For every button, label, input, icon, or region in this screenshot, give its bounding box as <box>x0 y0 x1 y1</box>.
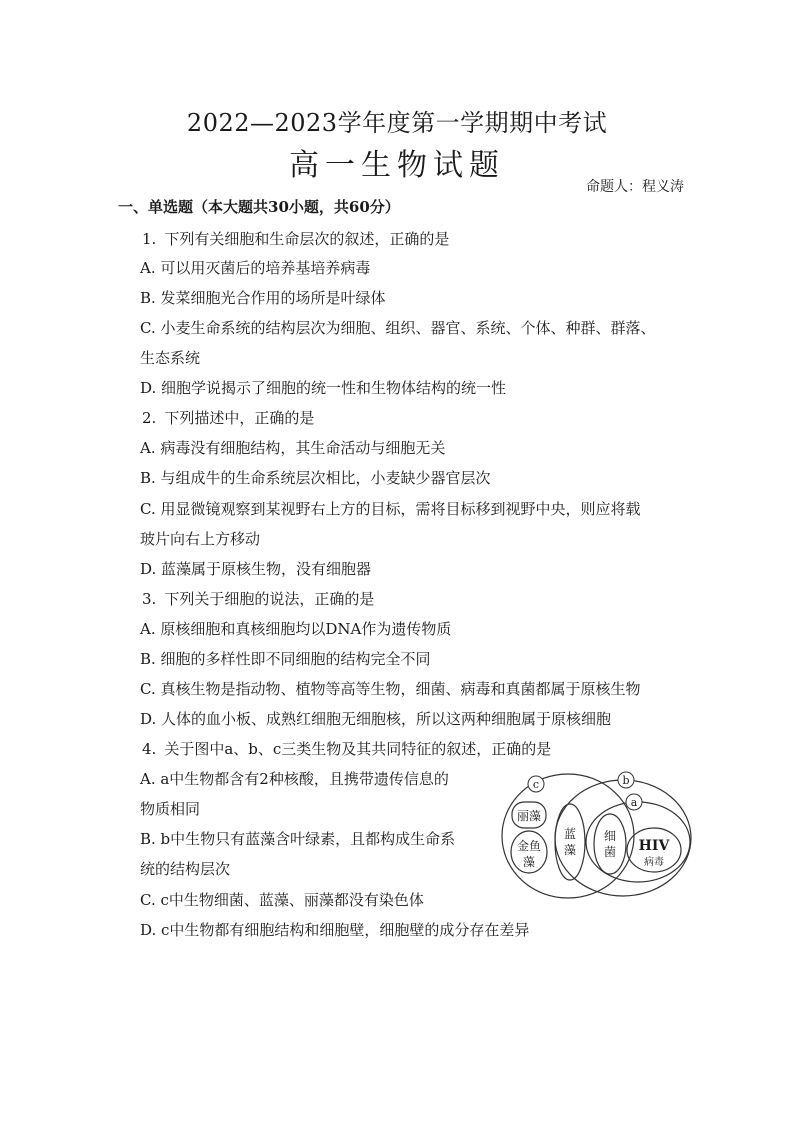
q4-option-c: C. c中生物细菌、蓝藻、丽藻都没有染色体 <box>140 891 424 909</box>
q1-option-b: B. 发菜细胞光合作用的场所是叶绿体 <box>140 289 386 307</box>
exam-title: 2022—2023学年度第一学期期中考试 <box>186 109 608 137</box>
q1-option-c-cont: 生态系统 <box>140 349 201 367</box>
question-3-stem <box>142 588 374 609</box>
label-bingdu: 病毒 <box>644 857 664 868</box>
q3-option-d: D. 人体的血小板、成熟红细胞无细胞核，所以这两种细胞属于原核细胞 <box>140 710 612 728</box>
question-number: 1. <box>142 230 157 248</box>
question-2-stem <box>142 407 314 428</box>
q2-option-d: D. 蓝藻属于原核生物，没有细胞器 <box>140 560 372 578</box>
q4-option-b-cont: 统的结构层次 <box>140 860 231 878</box>
q1-option-d: D. 细胞学说揭示了细胞的统一性和生物体结构的统一性 <box>140 379 507 397</box>
q1-option-c: C. 小麦生命系统的结构层次为细胞、组织、器官、系统、个体、种群、群落、 <box>140 319 656 337</box>
exam-author: 命题人：程义涛 <box>586 179 684 195</box>
question-4-stem <box>142 738 551 759</box>
xijun-box <box>594 814 626 874</box>
label-lizao: 丽藻 <box>516 809 542 823</box>
label-jinyu: 金鱼 <box>516 839 542 853</box>
q2-option-c: C. 用显微镜观察到某视野右上方的目标，需将目标移到视野中央，则应将载 <box>140 500 641 518</box>
question-text: 下列描述中，正确的是 <box>164 409 315 427</box>
section-heading: 一、单选题（本大题共30小题，共60分） <box>118 198 400 216</box>
label-lan-zao: 藻 <box>563 843 577 857</box>
q3-option-c: C. 真核生物是指动物、植物等高等生物，细菌、病毒和真菌都属于原核生物 <box>140 680 641 698</box>
q4-option-a: A. a中生物都含有2种核酸，且携带遗传信息的 <box>140 770 449 788</box>
question-1-stem <box>142 228 449 249</box>
question-text: 下列有关细胞和生命层次的叙述，正确的是 <box>164 230 450 248</box>
label-xi: 细 <box>603 829 617 843</box>
q2-option-c-cont: 玻片向右上方移动 <box>140 530 261 548</box>
lanzao-box <box>555 804 585 880</box>
exam-subject: 高一生物试题 <box>289 148 505 183</box>
label-jun: 菌 <box>603 845 617 859</box>
question-text: 关于图中a、b、c三类生物及其共同特征的叙述，正确的是 <box>164 740 552 758</box>
question-text: 下列关于细胞的说法，正确的是 <box>164 590 375 608</box>
q2-option-b: B. 与组成牛的生命系统层次相比，小麦缺少器官层次 <box>140 469 491 487</box>
q1-option-a: A. 可以用灭菌后的培养基培养病毒 <box>140 259 371 277</box>
label-lan: 蓝 <box>563 827 577 841</box>
q4-option-d: D. c中生物都有细胞结构和细胞壁，细胞壁的成分存在差异 <box>140 921 530 939</box>
label-a: a <box>630 796 638 809</box>
label-jinyu-zao: 藻 <box>522 855 536 869</box>
question-number: 4. <box>142 740 157 758</box>
question-number: 2. <box>142 409 157 427</box>
label-hiv: HIV <box>638 838 670 854</box>
q4-option-a-cont: 物质相同 <box>140 800 201 818</box>
venn-diagram <box>498 768 698 904</box>
q2-option-a: A. 病毒没有细胞结构，其生命活动与细胞无关 <box>140 439 446 457</box>
label-c: c <box>532 778 540 791</box>
question-number: 3. <box>142 590 157 608</box>
label-b: b <box>622 774 630 787</box>
q3-option-b: B. 细胞的多样性即不同细胞的结构完全不同 <box>140 650 431 668</box>
q4-option-b: B. b中生物只有蓝藻含叶绿素，且都构成生命系 <box>140 830 456 848</box>
q3-option-a: A. 原核细胞和真核细胞均以DNA作为遗传物质 <box>140 620 452 638</box>
